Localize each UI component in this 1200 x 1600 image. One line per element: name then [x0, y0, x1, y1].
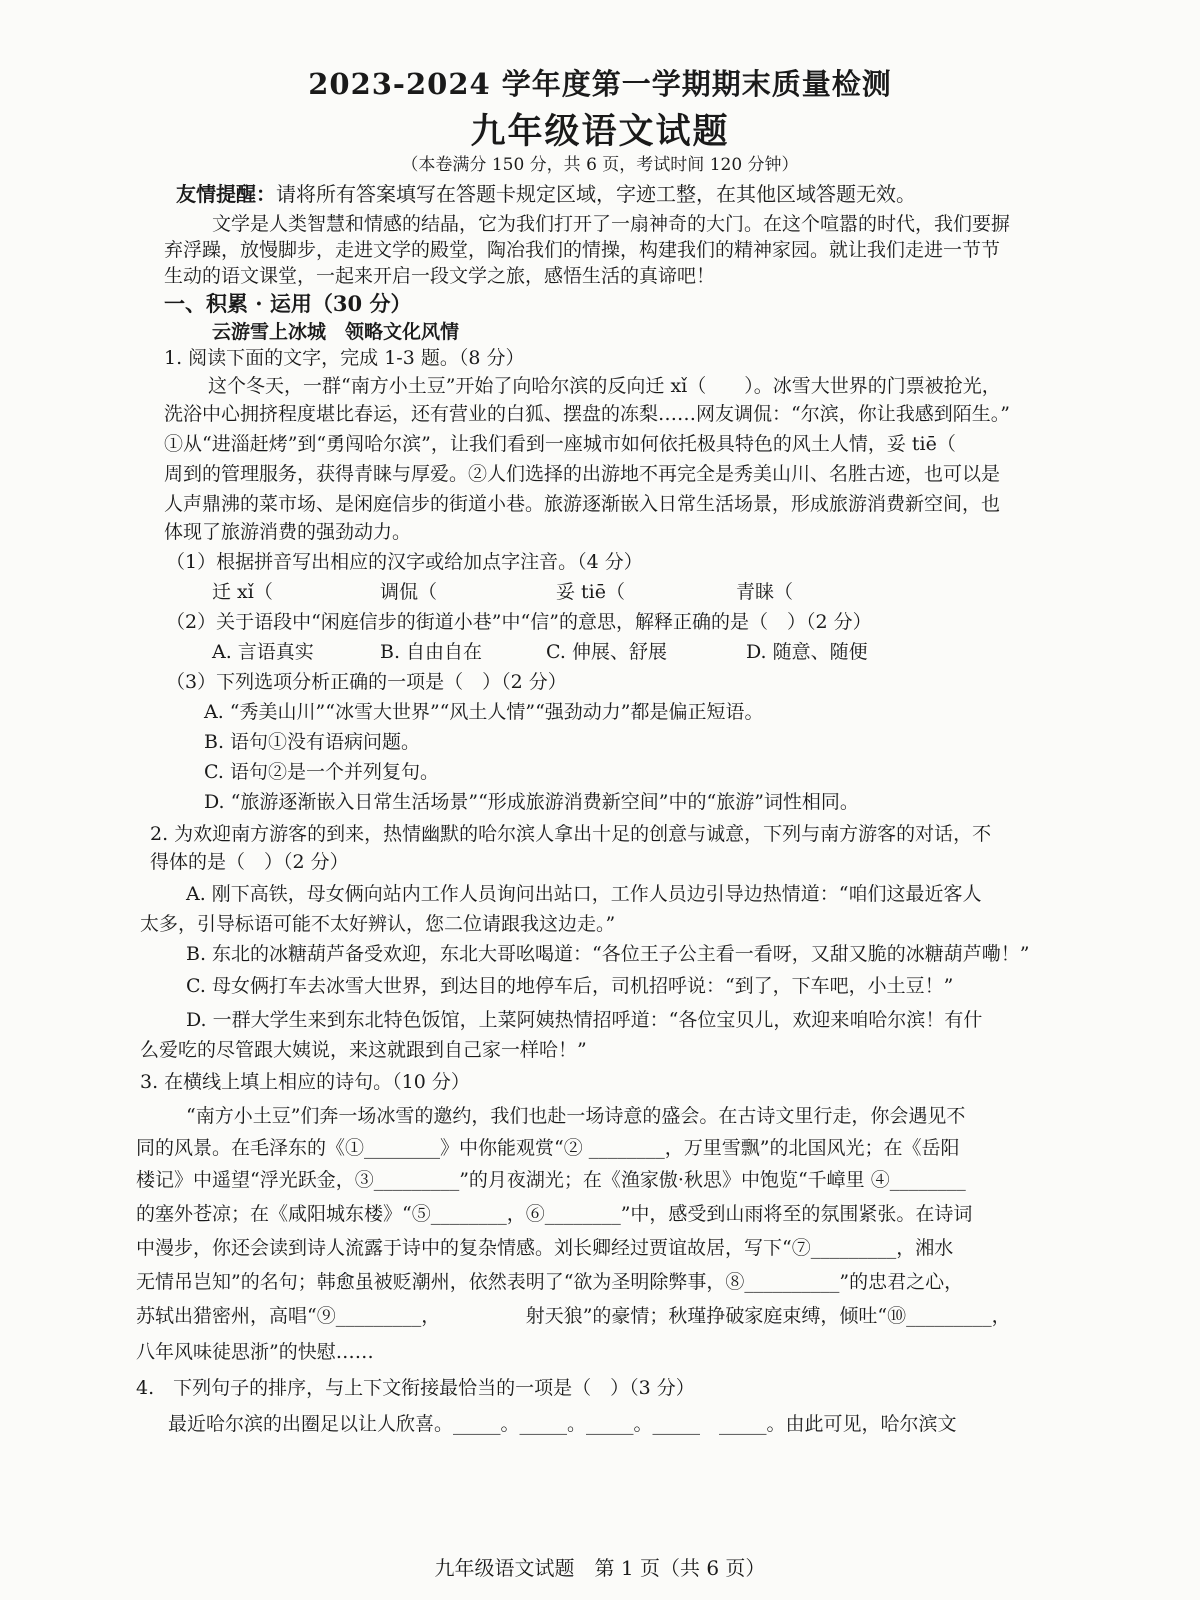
pinyin-item: 调侃（	[380, 581, 438, 603]
option-d: D. “旅游逐渐嵌入日常生活场景”“形成旅游消费新空间”中的“旅游”词性相同。	[204, 791, 859, 813]
reminder	[176, 180, 916, 208]
exam-title-line2: 九年级语文试题	[470, 111, 730, 152]
subquestion-title: （1）根据拼音写出相应的汉字或给加点字注音。（4 分）	[166, 551, 643, 573]
passage-line: ①从“进淄赶烤”到“勇闯哈尔滨”，让我们看到一座城市如何依托极具特色的风土人情，妥 tiē（	[164, 433, 956, 455]
option-d: D. 一群大学生来到东北特色饭馆，上菜阿姨热情招呼道：“各位宝贝儿，欢迎来咱哈尔滨！有什	[186, 1009, 983, 1031]
option-a: 太多，引导标语可能不太好辨认，您二位请跟我这边走。”	[140, 913, 616, 935]
passage-line: 体现了旅游消费的强劲动力。	[164, 521, 412, 543]
question-title: 得体的是（ ）（2 分）	[150, 851, 349, 873]
option-b: B. 语句①没有语病问题。	[204, 731, 421, 753]
pinyin-item: 迁 xǐ（	[212, 581, 273, 603]
option-b: B. 自由自在	[380, 641, 483, 663]
question-title: 3. 在横线上填上相应的诗句。（10 分）	[140, 1071, 470, 1093]
fill-line: 无情吊岂知”的名句；韩愈虽被贬潮州，依然表明了“欲为圣明除弊事，⑧__________”的忠君之心，	[136, 1271, 964, 1293]
reminder-label: 友情提醒：	[176, 182, 276, 206]
option-d: D. 随意、随便	[746, 641, 868, 663]
option-a: A. 刚下高铁，母女俩向站内工作人员询问出站口，工作人员边引导边热情道：“咱们这最近客人	[186, 883, 982, 905]
option-a: A. “秀美山川”“冰雪大世界”“风土人情”“强劲动力”都是偏正短语。	[204, 701, 764, 723]
fill-line: 同的风景。在毛泽东的《①________》中你能观赏“② ________，万里雪飘”的北国风光；在《岳阳	[136, 1137, 960, 1159]
fill-line: 楼记》中遥望“浮光跃金，③_________”的月夜湖光；在《渔家傲·秋思》中饱览“千嶂里 ④________	[136, 1169, 966, 1191]
intro-line: 生动的语文课堂，一起来开启一段文学之旅，感悟生活的真谛吧！	[164, 265, 716, 287]
option-a: A. 言语真实	[212, 641, 314, 663]
passage-line: 洗浴中心拥挤程度堪比春运，还有营业的白狐、摆盘的冻梨……网友调侃：“尔滨，你让我感到陌生。”	[164, 403, 1010, 425]
option-c: C. 语句②是一个并列复句。	[204, 761, 439, 783]
subquestion-title: （3）下列选项分析正确的一项是（ ）（2 分）	[166, 671, 567, 693]
fill-line: “南方小土豆”们奔一场冰雪的邀约，我们也赴一场诗意的盛会。在古诗文里行走，你会遇见不	[186, 1105, 966, 1127]
pinyin-item: 妥 tiē（	[556, 581, 625, 603]
fill-line: 苏轼出猎密州，高唱“⑨_________， 射天狼”的豪情；秋瑾挣破家庭束缚，倾吐“⑩_________，	[136, 1305, 1011, 1327]
intro-line: 文学是人类智慧和情感的结晶，它为我们打开了一扇神奇的大门。在这个喧嚣的时代，我们要摒	[212, 213, 1011, 235]
subquestion-title: （2）关于语段中“闲庭信步的街道小巷”中“信”的意思，解释正确的是（ ）（2 分）	[166, 611, 872, 633]
option-d: 么爱吃的尽管跟大姨说，来这就跟到自己家一样哈！”	[140, 1039, 587, 1061]
reminder-text: 请将所有答案填写在答题卡规定区域，字迹工整，在其他区域答题无效。	[276, 182, 916, 206]
ordering-line: 最近哈尔滨的出圈足以让人欣喜。_____。_____。_____。_____ _____。由此可见，哈尔滨文	[168, 1413, 957, 1435]
question-title: 4. 下列句子的排序，与上下文衔接最恰当的一项是（ ）（3 分）	[136, 1377, 695, 1399]
passage-line: 这个冬天，一群“南方小土豆”开始了向哈尔滨的反向迁 xǐ（ ）。冰雪大世界的门票被抢光，	[208, 375, 1001, 397]
section-subheading: 云游雪上冰城 领略文化风情	[212, 321, 460, 343]
fill-line: 的塞外苍凉；在《咸阳城东楼》“⑤________，⑥________”中，感受到山雨将至的氛围紧张。在诗词	[136, 1203, 973, 1225]
exam-title-line1: 2023-2024 学年度第一学期期末质量检测	[308, 67, 892, 101]
question-title: 2. 为欢迎南方游客的到来，热情幽默的哈尔滨人拿出十足的创意与诚意，下列与南方游客的对话，不	[150, 823, 992, 845]
intro-line: 弃浮躁，放慢脚步，走进文学的殿堂，陶冶我们的情操，构建我们的精神家园。就让我们走进一节节	[164, 239, 1001, 261]
passage-line: 人声鼎沸的菜市场、是闲庭信步的街道小巷。旅游逐渐嵌入日常生活场景，形成旅游消费新空间，也	[164, 493, 1001, 515]
option-c: C. 母女俩打车去冰雪大世界，到达目的地停车后，司机招呼说：“到了，下车吧，小土豆！”	[186, 975, 954, 997]
fill-line: 中漫步，你还会读到诗人流露于诗中的复杂情感。刘长卿经过贾谊故居，写下“⑦_________，湘水	[136, 1237, 954, 1259]
option-c: C. 伸展、舒展	[546, 641, 667, 663]
option-b: B. 东北的冰糖葫芦备受欢迎，东北大哥吆喝道：“各位王子公主看一看呀，又甜又脆的冰糖葫芦嘞！”	[186, 943, 1030, 965]
page-footer: 九年级语文试题 第 1 页（共 6 页）	[434, 1556, 766, 1580]
passage-line: 周到的管理服务，获得青睐与厚爱。②人们选择的出游地不再完全是秀美山川、名胜古迹，也可以是	[164, 463, 1001, 485]
fill-line: 八年风味徒思浙”的快慰……	[136, 1341, 374, 1363]
exam-note: （本卷满分 150 分，共 6 页，考试时间 120 分钟）	[401, 155, 799, 175]
pinyin-item: 青睐（	[736, 581, 794, 603]
section-heading: 一、积累 · 运用（30 分）	[164, 291, 412, 316]
question-title: 1. 阅读下面的文字，完成 1-3 题。（8 分）	[164, 347, 525, 369]
